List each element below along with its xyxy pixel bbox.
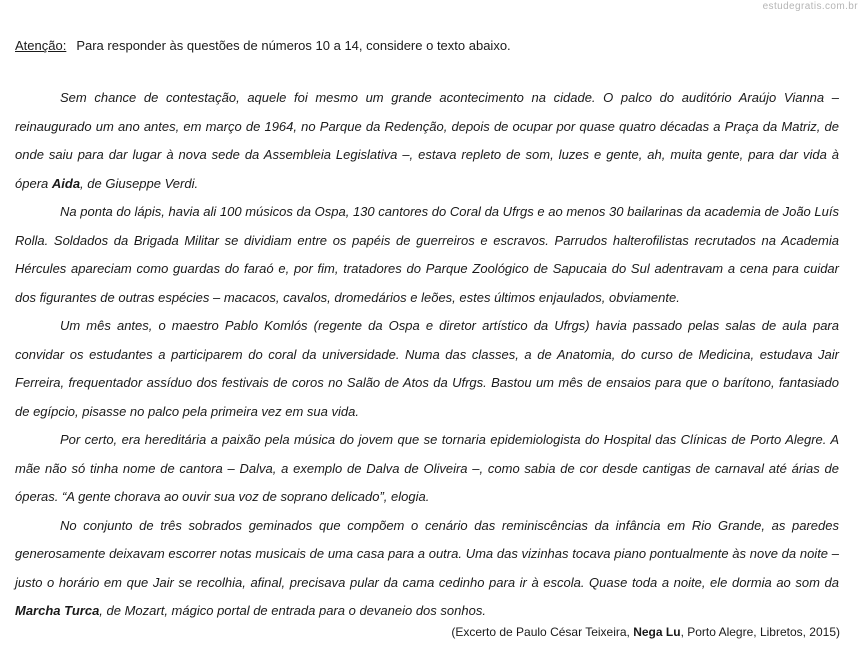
attention-note [15, 37, 511, 55]
music-title: Marcha Turca [15, 603, 100, 618]
source-credit [451, 623, 840, 641]
paragraph-1-end: , de Giuseppe Verdi. [80, 175, 199, 191]
credit-suffix: , Porto Alegre, Libretos, 2015) [680, 625, 840, 639]
paragraph-4: Por certo, era hereditária a paixão pela música do jovem que se tornaria epidemiologista do Hospital das Clínicas de Porto Alegre. A mãe não só tinha nome de cantora – Dalva, a exemplo de Dalva de Oliveira –, como sabia de cor desde cantigas de carnaval até árias de óperas. “A gente chorava ao ouvir sua voz de soprano delicado”, elogia. [15, 432, 839, 504]
book-title: Nega Lu [633, 625, 681, 639]
paragraph-1 [15, 84, 839, 198]
opera-title: Aida [51, 175, 81, 191]
watermark: estudegratis.com.br [762, 1, 858, 12]
excerpt-text [15, 84, 839, 626]
credit-prefix: (Excerto de Paulo César Teixeira, [451, 625, 634, 639]
paragraph-1-text: Sem chance de contestação, aquele foi mesmo um grande acontecimento na cidade. O palco do auditório Araújo Vianna – reinaugurado um ano antes, em março de 1964, no Parque da Redenção, depois de ocupar por quase quatro décadas a Praça da Matriz, de onde saiu para dar lugar à nova sede da Assembleia Legislativa –, estava repleto de som, luzes e gente, ah, muita gente, para dar vida à ópera [15, 90, 839, 191]
attention-label: Atenção: [15, 38, 67, 53]
attention-text: Para responder às questões de números 10 a 14, considere o texto abaixo. [76, 38, 511, 53]
paragraph-3: Um mês antes, o maestro Pablo Komlós (regente da Ospa e diretor artístico da Ufrgs) havia passado pelas salas de aula para convidar os estudantes a participarem do coral da universidade. Numa das classes, a de Anatomia, do curso de Medicina, estudava Jair Ferreira, frequentador assíduo dos festivais de coros no Salão de Atos da Ufrgs. Bastou um mês de ensaios para que o barítono, fantasiado de egípcio, pisasse no palco pela primeira vez em sua vida. [15, 318, 839, 419]
paragraph-5-text: No conjunto de três sobrados geminados que compõem o cenário das reminiscências da infância em Rio Grande, as paredes generosamente deixavam escorrer notas musicais de uma casa para a outra. Uma das vizinhas tocava piano pontualmente às nove da noite – justo o horário em que Jair se recolhia, afinal, precisava pular da cama cedinho para ir à escola. Quase toda a noite, ele dormia ao som da [15, 517, 839, 590]
paragraph-2: Na ponta do lápis, havia ali 100 músicos da Ospa, 130 cantores do Coral da Ufrgs e ao menos 30 bailarinas da academia de João Luís Rolla. Soldados da Brigada Militar se dividiam entre os papéis de guerreiros e escravos. Parrudos halterofilistas recrutados na Academia Hércules apareciam como guardas do faraó e, por fim, tratadores do Parque Zoológico de Sapucaia do Sul adentravam a cena para cuidar dos figurantes de outras espécies – macacos, cavalos, dromedários e leões, estes últimos enjaulados, obviamente. [15, 204, 839, 305]
paragraph-5 [15, 512, 839, 626]
paragraph-5-end: , de Mozart, mágico portal de entrada para o devaneio dos sonhos. [99, 603, 486, 618]
